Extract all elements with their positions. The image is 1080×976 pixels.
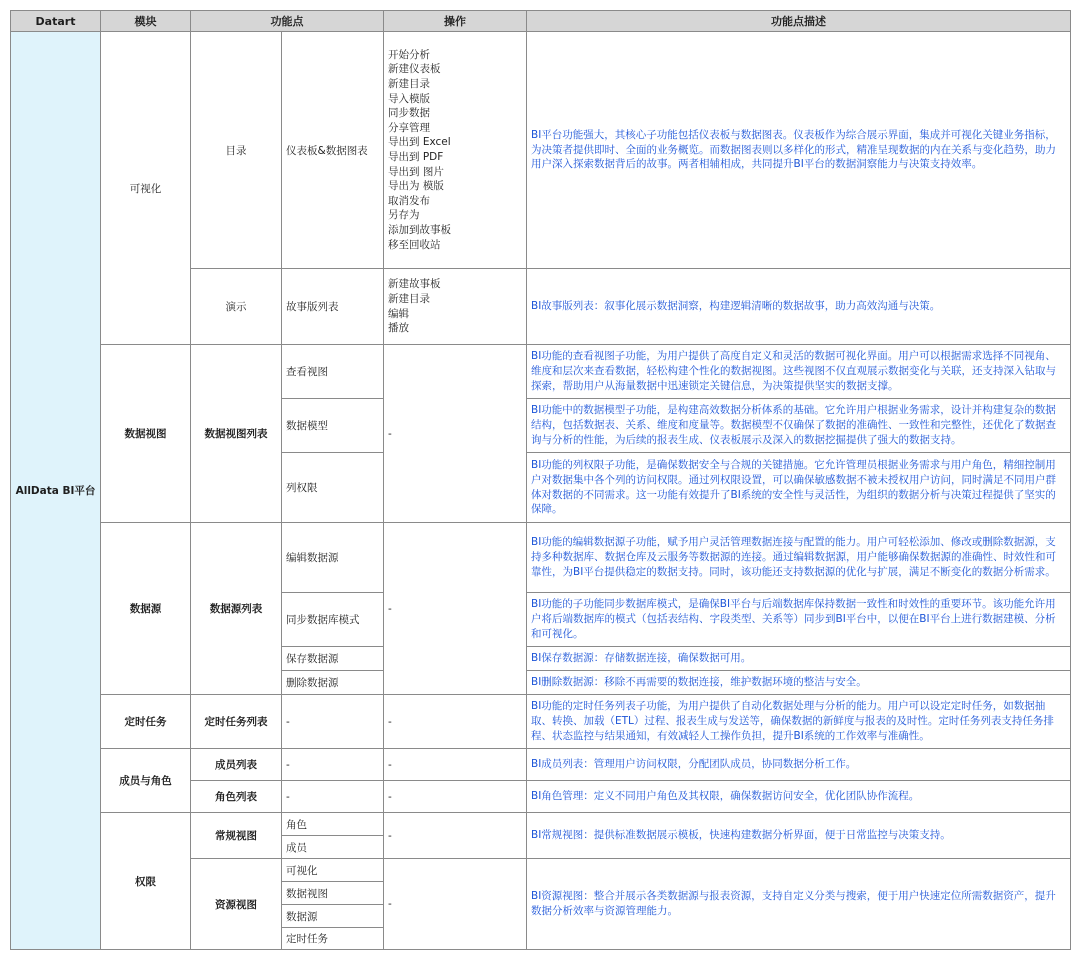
table-row [11,813,1071,836]
ops-member-list: - [384,749,527,781]
header-desc: 功能点描述 [527,11,1071,32]
op-item: 另存为 [388,209,420,222]
desc-present: BI故事版列表：叙事化展示数据洞察，构建逻辑清晰的数据故事，助力高效沟通与决策。 [527,269,1071,345]
sub-datasource: 数据源列表 [191,523,282,695]
header-datart: Datart [11,11,101,32]
ops-datasource: - [384,523,527,695]
ops-role-list: - [384,781,527,813]
op-item: 播放 [388,322,409,335]
module-members: 成员与角色 [101,749,191,813]
desc-model: BI功能中的数据模型子功能，是构建高效数据分析体系的基础。它允许用户根据业务需求，设计并构建复杂的数据结构，包括数据表、关系、维度和度量等。数据模型不仅确保了数据的准确性、一致性和完整性，还优化了数据查询与分析的性能，为后续的报表生成、仪表板展示及深入的数据挖掘提供了强大的数据支持。 [527,399,1071,453]
header-row [11,11,1071,32]
feature-res-datasource: 数据源 [282,905,384,928]
feature-model: 数据模型 [282,399,384,453]
header-ops: 操作 [384,11,527,32]
ops-schedule: - [384,695,527,749]
op-item: 导入模版 [388,92,430,105]
ops-dataview: - [384,345,527,523]
platform-cell: AllData BI平台 [11,32,101,950]
desc-resource-view: BI资源视图：整合并展示各类数据源与报表资源，支持自定义分类与搜索，便于用户快速定位所需数据资产，提升数据分析效率与资源管理能力。 [527,859,1071,950]
op-item: 取消发布 [388,194,430,207]
feature-member: 成员 [282,836,384,859]
table-row [11,695,1071,749]
feature-schedule: - [282,695,384,749]
header-feature: 功能点 [191,11,384,32]
desc-save-source: BI保存数据源：存储数据连接，确保数据可用。 [527,647,1071,671]
op-item: 添加到故事板 [388,223,451,236]
feature-res-schedule: 定时任务 [282,928,384,950]
ops-catalog [384,32,527,269]
feature-save-source: 保存数据源 [282,647,384,671]
op-item: 导出到 PDF [388,151,444,163]
feature-edit-source: 编辑数据源 [282,523,384,593]
sub-dataview: 数据视图列表 [191,345,282,523]
table-row [11,523,1071,593]
op-item: 导出为 模版 [388,180,444,193]
sub-resource-view: 资源视图 [191,859,282,950]
module-schedule: 定时任务 [101,695,191,749]
feature-sync-schema: 同步数据库模式 [282,593,384,647]
feature-delete-source: 删除数据源 [282,671,384,695]
table-row [11,345,1071,399]
desc-view: BI功能的查看视图子功能，为用户提供了高度自定义和灵活的数据可视化界面。用户可以根据需求选择不同视角、维度和层次来查看数据，轻松构建个性化的数据视图。这些视图不仅直观展示数据变化与关联，还支持深入钻取与探索，帮助用户从海量数据中迅速锁定关键信息，为决策提供坚实的数据支撑。 [527,345,1071,399]
desc-catalog: BI平台功能强大，其核心子功能包括仪表板与数据图表。仪表板作为综合展示界面，集成并可视化关键业务指标，为决策者提供即时、全面的业务概览。而数据图表则以多样化的形式，精准呈现数据的内在关系与变化趋势，助力用户深入探索数据背后的故事。两者相辅相成，共同提升BI平台的数据洞察能力与决策支持效率。 [527,32,1071,269]
feature-role: 角色 [282,813,384,836]
op-item: 开始分析 [388,48,430,61]
sub-catalog: 目录 [191,32,282,269]
op-item: 导出到 图片 [388,165,444,178]
op-item: 新建目录 [388,292,430,305]
desc-member-list: BI成员列表：管理用户访问权限，分配团队成员，协同数据分析工作。 [527,749,1071,781]
op-item: 新建故事板 [388,278,441,291]
op-item: 分享管理 [388,121,430,134]
feature-table [10,10,1071,950]
sub-present: 演示 [191,269,282,345]
feature-dashboard: 仪表板&数据图表 [282,32,384,269]
feature-role-list: - [282,781,384,813]
module-perm: 权限 [101,813,191,950]
desc-role-list: BI角色管理：定义不同用户角色及其权限，确保数据访问安全，优化团队协作流程。 [527,781,1071,813]
sub-normal-view: 常规视图 [191,813,282,859]
feature-member-list: - [282,749,384,781]
op-item: 新建仪表板 [388,63,441,76]
feature-res-dataview: 数据视图 [282,882,384,905]
op-item: 编辑 [388,307,409,320]
ops-normal-view: - [384,813,527,859]
header-module: 模块 [101,11,191,32]
table-row [11,749,1071,781]
module-datasource: 数据源 [101,523,191,695]
op-item: 同步数据 [388,107,430,120]
ops-resource-view: - [384,859,527,950]
ops-present [384,269,527,345]
feature-storyboard: 故事版列表 [282,269,384,345]
table-row [11,32,1071,269]
feature-colperm: 列权限 [282,453,384,523]
sub-role-list: 角色列表 [191,781,282,813]
feature-res-viz: 可视化 [282,859,384,882]
op-item: 移至回收站 [388,238,441,251]
desc-edit-source: BI功能的编辑数据源子功能，赋予用户灵活管理数据连接与配置的能力。用户可轻松添加、修改或删除数据源，支持多种数据库、数据仓库及云服务等数据源的连接。通过编辑数据源，用户能够确保数据源的准确性、时效性和可靠性，为BI平台提供稳定的数据支持。同时，该功能还支持数据源的优化与扩展，满足不断变化的数据分析需求。 [527,523,1071,593]
module-viz: 可视化 [101,32,191,345]
desc-sync-schema: BI功能的子功能同步数据库模式，是确保BI平台与后端数据库保持数据一致性和时效性的重要环节。该功能允许用户将后端数据库的模式（包括表结构、字段类型、关系等）同步到BI平台中，以便在BI平台上进行数据建模、分析和可视化。 [527,593,1071,647]
feature-view: 查看视图 [282,345,384,399]
desc-schedule: BI功能的定时任务列表子功能，为用户提供了自动化数据处理与分析的能力。用户可以设定定时任务，如数据抽取、转换、加载（ETL）过程、报表生成与发送等，确保数据的新鲜度与报表的及时性。定时任务列表支持任务排程、状态监控与结果通知，有效减轻人工操作负担，提升BI系统的工作效率与准确性。 [527,695,1071,749]
op-item: 导出到 Excel [388,136,451,149]
sub-schedule: 定时任务列表 [191,695,282,749]
desc-delete-source: BI删除数据源：移除不再需要的数据连接，维护数据环境的整洁与安全。 [527,671,1071,695]
desc-normal-view: BI常规视图：提供标准数据展示模板，快速构建数据分析界面，便于日常监控与决策支持。 [527,813,1071,859]
module-dataview: 数据视图 [101,345,191,523]
op-item: 新建目录 [388,78,430,91]
sub-member-list: 成员列表 [191,749,282,781]
desc-colperm: BI功能的列权限子功能，是确保数据安全与合规的关键措施。它允许管理员根据业务需求与用户角色，精细控制用户对数据集中各个列的访问权限。通过列权限设置，可以确保敏感数据不被未授权用户访问，同时满足不同用户群体对数据的不同需求。这一功能有效提升了BI系统的安全性与灵活性，为组织的数据分析与决策过程提供了坚实的保障。 [527,453,1071,523]
